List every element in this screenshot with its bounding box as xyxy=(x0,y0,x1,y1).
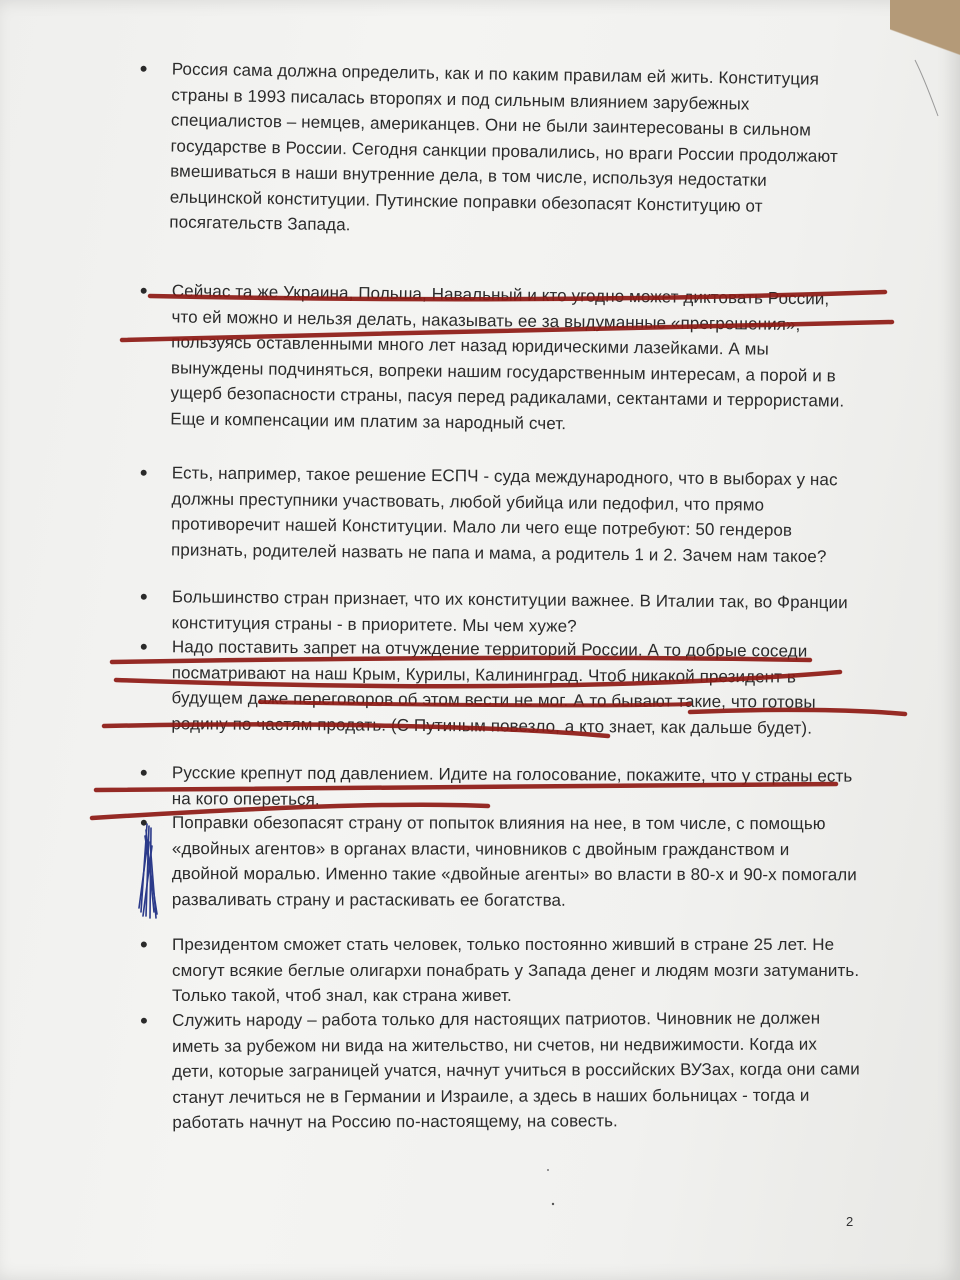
bullet-item xyxy=(137,56,860,246)
bullet-marker: • xyxy=(139,460,148,486)
bullet-item xyxy=(140,584,860,641)
bullet-marker: • xyxy=(139,760,148,786)
bullet-text: Служить народу – работа только для настоящих патриотов. Чиновник не должен иметь за рубежом ни вида на жительство, ни счетов, ни недвижимости. Когда их дети, которые заграницей учатся, начнут учиться в российских ВУЗах, когда они сами станут лечиться не в Германии и Израиле, а здесь в наших больницах - тогда и работать начнут на Россию по-настоящему, на совесть. xyxy=(172,1008,860,1132)
bullet-marker: • xyxy=(139,634,148,660)
bullet-item xyxy=(139,460,860,570)
bullet-marker: • xyxy=(140,1007,148,1033)
bullet-text: Сейчас та же Украина, Польша, Навальный и кто угодно может диктовать России, что ей можно и нельзя делать, наказывать ее за выдуманные «прегрешения», пользуясь оставленными много лет назад юридическими лазейками. А мы вынуждены подчиняться, вопреки нашим государственным интересам, а порой и в ущерб безопасности страны, пасуя перед радикалами, сектантами и террористами. Еще и компенсации им платим за народный счет. xyxy=(170,281,845,433)
bullet-item xyxy=(140,760,860,815)
bullet-marker: • xyxy=(139,584,148,610)
bullet-text: Президентом сможет стать человек, только постоянно живший в стране 25 лет. Не смогут всякие беглые олигархи понабрать у Запада денег и людям мозги затуманить. Только такой, чтоб знал, как страна живет. xyxy=(172,935,860,1005)
bullet-item xyxy=(140,932,860,1009)
bullet-item xyxy=(138,278,860,440)
bullet-item xyxy=(140,810,860,913)
bullet-marker: • xyxy=(139,278,148,304)
page-number: 2 xyxy=(846,1214,854,1229)
bullet-item xyxy=(139,634,860,741)
bullet-text: Россия сама должна определить, как и по каким правилам ей жить. Конституция страны в 1993 писалась второпях и под сильным влиянием зарубежных специалистов – немцев, американцев. Они не были заинтересованы в сильном государстве в России. Сегодня санкции провалились, но враги России продолжают вмешиваться в наши внутренние дела, в том числе, используя недостатки ельцинской конституции. Путинские поправки обезопасят Конституцию от посягательств Запада. xyxy=(169,59,838,235)
bullet-text: Большинство стран признает, что их конституции важнее. В Италии так, во Франции конституция страны - в приоритете. Мы чем хуже? xyxy=(171,587,848,636)
bullet-marker: • xyxy=(139,56,148,82)
bullet-item xyxy=(140,1005,860,1135)
bullet-text: Русские крепнут под давлением. Идите на голосование, покажите, что у страны есть на кого опереться. xyxy=(171,763,853,809)
bullet-text: Поправки обезопасят страну от попыток влияния на нее, в том числе, с помощью «двойных агентов» в органах власти, чиновников с двойным гражданством и двойной моралью. Именно такие «двойные агенты» во власти в 80-х и 90-х помогали разваливать страну и растаскивать ее богатства. xyxy=(171,813,857,910)
bullet-marker: • xyxy=(139,810,148,836)
bullet-text: Надо поставить запрет на отчуждение территорий России. А то добрые соседи посматривают на наш Крым, Курилы, Калининград. Чтоб никакой президент в будущем даже переговоров об этом вести не мог. А то бывают такие, что готовы родину по частям продать. (С Путиным повезло, а кто знает, как дальше будет). xyxy=(171,637,816,738)
bullet-marker: • xyxy=(140,932,148,957)
bullet-text: Есть, например, такое решение ЕСПЧ - суда международного, что в выборах у нас должны преступники участвовать, любой убийца или педофил, что прямо противоречит нашей Конституции. Мало ли чего еще потребуют: 50 гендеров признать, родителей назвать не папа и мама, а родитель 1 и 2. Зачем нам такое? xyxy=(170,463,838,566)
